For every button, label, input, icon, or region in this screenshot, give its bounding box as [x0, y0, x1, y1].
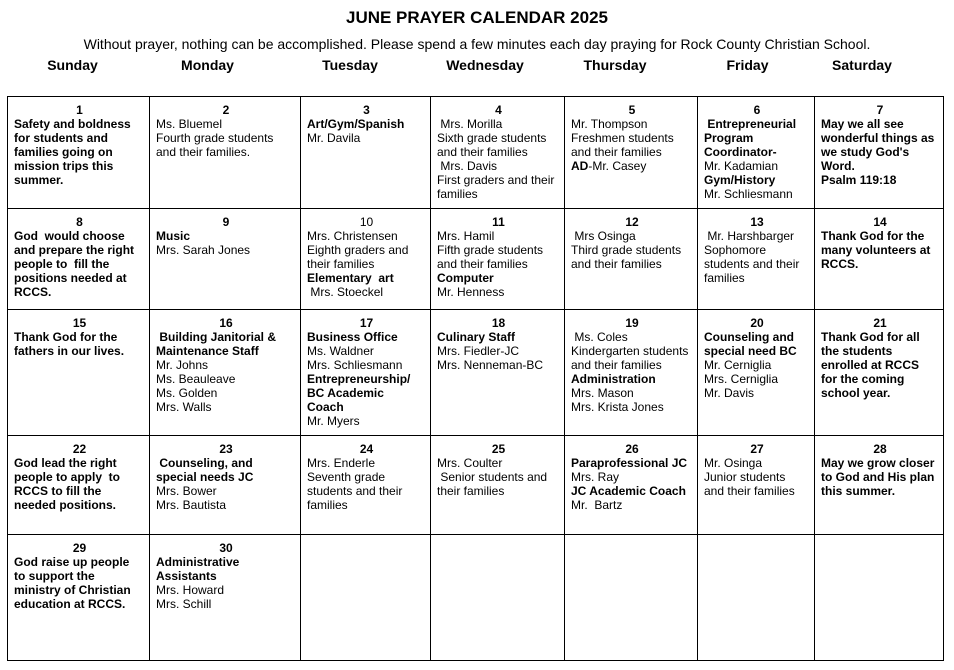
prayer-line: people to apply to: [14, 470, 121, 484]
day-header-friday: Friday: [726, 57, 769, 73]
prayer-line: Mrs. Bower: [156, 484, 217, 498]
prayer-line: Mrs. Enderle: [307, 456, 376, 470]
calendar-day-cell: [431, 97, 565, 209]
prayer-line: enrolled at RCCS: [821, 358, 920, 372]
calendar-day-cell: [150, 97, 301, 209]
calendar-week-row: [8, 436, 944, 535]
calendar-week-row: [8, 535, 944, 661]
prayer-line: Paraprofessional JC: [571, 456, 688, 470]
prayer-line: Gym/History: [704, 173, 776, 187]
prayer-line: Mrs. Krista Jones: [571, 400, 664, 414]
prayer-line: Ms. Waldner: [307, 344, 374, 358]
calendar-week-row: [8, 310, 944, 436]
day-number: 20: [750, 316, 764, 330]
prayer-line: Mrs. Christensen: [307, 229, 398, 243]
prayer-line: BC Academic: [307, 386, 384, 400]
day-header-saturday: Saturday: [832, 57, 892, 73]
prayer-line: RCCS to fill the: [14, 484, 102, 498]
prayer-line: Mrs. Bautista: [156, 498, 227, 512]
calendar-day-cell: [815, 209, 944, 310]
prayer-line: Computer: [437, 271, 494, 285]
calendar-day-cell: [815, 97, 944, 209]
prayer-line: positions needed at: [14, 271, 127, 285]
prayer-line: Art/Gym/Spanish: [307, 117, 405, 131]
calendar-week-row: [8, 209, 944, 310]
prayer-line: Sixth grade students: [437, 131, 547, 145]
prayer-line: Counseling and: [704, 330, 794, 344]
prayer-line: Ms. Coles: [571, 330, 628, 344]
prayer-line: Counseling, and: [156, 456, 253, 470]
prayer-line: and their families: [437, 145, 528, 159]
prayer-line: God would choose: [14, 229, 125, 243]
calendar-day-cell: [301, 310, 431, 436]
prayer-line: Junior students: [704, 470, 786, 484]
calendar-day-cell: [815, 535, 944, 661]
calendar-day-cell: [565, 436, 698, 535]
prayer-line: families going on: [14, 145, 113, 159]
calendar-day-cell: [698, 97, 815, 209]
day-number: 25: [491, 442, 506, 456]
day-number: 13: [750, 215, 764, 229]
calendar-day-cell: [565, 535, 698, 661]
prayer-line: and their families: [571, 358, 662, 372]
page-subtitle: Without prayer, nothing can be accomplished. Please spend a few minutes each day praying for Rock County Christian School.: [83, 36, 871, 52]
prayer-line: and their families: [704, 484, 795, 498]
calendar-day-cell: [431, 535, 565, 661]
prayer-line: education at RCCS.: [14, 597, 126, 611]
calendar-day-cell: [8, 310, 150, 436]
prayer-line: families: [437, 187, 478, 201]
prayer-line: and their families: [571, 257, 662, 271]
day-number: 26: [625, 442, 639, 456]
day-number: 24: [359, 442, 374, 456]
prayer-line: Psalm 119:18: [821, 173, 897, 187]
calendar-day-cell: [150, 535, 301, 661]
day-number: 22: [72, 442, 87, 456]
calendar-day-cell: [431, 310, 565, 436]
prayer-line: Kindergarten students: [571, 344, 689, 358]
prayer-line: Mrs. Schliesmann: [307, 358, 403, 372]
prayer-line: Mr. Schliesmann: [704, 187, 793, 201]
prayer-line: Business Office: [307, 330, 398, 344]
prayer-line: Thank God for the: [14, 330, 118, 344]
calendar-day-cell: [698, 436, 815, 535]
prayer-line: Fifth grade students: [437, 243, 544, 257]
prayer-line: Safety and boldness: [14, 117, 131, 131]
prayer-line: Eighth graders and: [307, 243, 409, 257]
prayer-line: Thank God for all: [821, 330, 920, 344]
prayer-line: Mrs. Walls: [156, 400, 212, 414]
prayer-line: Building Janitorial &: [156, 330, 277, 344]
calendar-day-cell: [815, 310, 944, 436]
prayer-line: special need BC: [704, 344, 797, 358]
prayer-line: Mr. Myers: [307, 414, 360, 428]
prayer-line: Mr. Harshbarger: [704, 229, 795, 243]
prayer-line: Mrs. Sarah Jones: [156, 243, 251, 257]
prayer-line: Freshmen students: [571, 131, 674, 145]
prayer-line: Mr. Bartz: [571, 498, 623, 512]
day-number: 19: [625, 316, 639, 330]
prayer-line: and their families.: [156, 145, 251, 159]
prayer-line: AD-Mr. Casey: [571, 159, 647, 173]
prayer-line: May we all see: [821, 117, 904, 131]
prayer-line: Mrs. Mason: [571, 386, 634, 400]
page-title: JUNE PRAYER CALENDAR 2025: [345, 8, 608, 27]
prayer-line: Mr. Davila: [307, 131, 361, 145]
day-number: 14: [873, 215, 887, 229]
prayer-line: Mr. Thompson: [571, 117, 648, 131]
prayer-line: Mrs. Ray: [571, 470, 619, 484]
day-header-monday: Monday: [181, 57, 234, 73]
prayer-line: Assistants: [156, 569, 217, 583]
calendar-day-cell: [565, 97, 698, 209]
calendar-day-cell: [301, 436, 431, 535]
day-number: 18: [491, 316, 506, 330]
day-number: 11: [492, 215, 505, 229]
calendar-day-cell: [150, 209, 301, 310]
calendar-day-cell: [8, 436, 150, 535]
calendar-day-cell: [815, 436, 944, 535]
prayer-line: Mr. Henness: [437, 285, 505, 299]
prayer-line: summer.: [14, 173, 64, 187]
calendar-day-cell: [565, 310, 698, 436]
day-number: 9: [222, 215, 230, 229]
day-number: 17: [359, 316, 374, 330]
prayer-line: Program: [704, 131, 754, 145]
prayer-line: Mr. Johns: [156, 358, 209, 372]
prayer-line: Mrs. Schill: [156, 597, 212, 611]
day-number: 23: [219, 442, 233, 456]
prayer-line: special needs JC: [156, 470, 254, 484]
prayer-line: First graders and their: [437, 173, 555, 187]
prayer-line: RCCS.: [14, 285, 52, 299]
day-header-thursday: Thursday: [583, 57, 647, 73]
day-number: 27: [750, 442, 764, 456]
prayer-line: Mr. Cerniglia: [704, 358, 772, 372]
prayer-line: Coordinator-: [704, 145, 777, 159]
prayer-line: Word.: [821, 159, 855, 173]
prayer-line: Mr. Osinga: [704, 456, 763, 470]
prayer-line: for students and: [14, 131, 109, 145]
prayer-line: Mrs. Howard: [156, 583, 225, 597]
day-number: 15: [72, 316, 87, 330]
prayer-line: this summer.: [821, 484, 896, 498]
day-number: 30: [219, 541, 233, 555]
prayer-line: and their families: [571, 145, 662, 159]
day-number: 2: [222, 103, 230, 117]
day-number: 6: [753, 103, 761, 117]
prayer-line: their families: [307, 257, 375, 271]
prayer-line: school year.: [821, 386, 891, 400]
day-number: 10: [359, 215, 374, 229]
prayer-line: Mrs. Hamil: [437, 229, 495, 243]
day-number: 16: [219, 316, 233, 330]
prayer-line: families: [307, 498, 348, 512]
prayer-line: Maintenance Staff: [156, 344, 259, 358]
calendar-day-cell: [431, 209, 565, 310]
prayer-line: people to fill the: [14, 257, 110, 271]
prayer-line: Ms. Beauleave: [156, 372, 236, 386]
day-header-sunday: Sunday: [47, 57, 98, 73]
prayer-line: we study God's: [821, 145, 910, 159]
prayer-line: fathers in our lives.: [14, 344, 125, 358]
calendar-day-cell: [8, 97, 150, 209]
prayer-line: Coach: [307, 400, 344, 414]
prayer-line: Fourth grade students: [156, 131, 274, 145]
prayer-line: Seventh grade: [307, 470, 386, 484]
day-number: 3: [363, 103, 370, 117]
prayer-line: for the coming: [821, 372, 905, 386]
calendar-day-cell: [431, 436, 565, 535]
calendar-day-cell: [301, 209, 431, 310]
prayer-line: Mrs. Fiedler-JC: [437, 344, 520, 358]
prayer-line: and prepare the right: [14, 243, 135, 257]
prayer-line: Entrepreneurship/: [307, 372, 411, 386]
day-number: 4: [495, 103, 502, 117]
prayer-line: wonderful things as: [821, 131, 935, 145]
prayer-line: Culinary Staff: [437, 330, 516, 344]
calendar-day-cell: [698, 209, 815, 310]
prayer-line: Mrs. Davis: [437, 159, 498, 173]
prayer-line: their families: [437, 484, 505, 498]
calendar-grid: [7, 96, 944, 661]
prayer-line: Administration: [571, 372, 656, 386]
prayer-line: Mrs. Nenneman-BC: [437, 358, 544, 372]
prayer-line: needed positions.: [14, 498, 117, 512]
prayer-line: Music: [156, 229, 191, 243]
prayer-line: God lead the right: [14, 456, 117, 470]
calendar-day-cell: [8, 209, 150, 310]
prayer-line: RCCS.: [821, 257, 859, 271]
day-number: 28: [873, 442, 887, 456]
prayer-line: Elementary art: [307, 271, 394, 285]
prayer-line: May we grow closer: [821, 456, 935, 470]
day-number: 7: [876, 103, 884, 117]
day-number: 5: [628, 103, 636, 117]
day-number: 1: [76, 103, 83, 117]
prayer-line: Entrepreneurial: [704, 117, 797, 131]
calendar-day-cell: [8, 535, 150, 661]
day-number: 12: [625, 215, 639, 229]
day-header-tuesday: Tuesday: [322, 57, 378, 73]
prayer-line: Mr. Davis: [704, 386, 755, 400]
prayer-line: the students: [821, 344, 893, 358]
day-number: 21: [873, 316, 887, 330]
calendar-week-row: [8, 97, 944, 209]
prayer-line: families: [704, 271, 745, 285]
day-number: 29: [72, 541, 87, 555]
prayer-line: mission trips this: [14, 159, 114, 173]
prayer-line: and their families: [437, 257, 528, 271]
prayer-line: Mrs. Morilla: [437, 117, 503, 131]
prayer-line: Thank God for the: [821, 229, 925, 243]
prayer-line: God raise up people: [14, 555, 130, 569]
calendar-day-cell: [150, 436, 301, 535]
prayer-line: Mrs Osinga: [571, 229, 636, 243]
prayer-line: Mrs. Stoeckel: [307, 285, 384, 299]
calendar-day-cell: [150, 310, 301, 436]
prayer-line: Ms. Bluemel: [156, 117, 223, 131]
day-header-wednesday: Wednesday: [446, 57, 524, 73]
prayer-line: Mr. Kadamian: [704, 159, 779, 173]
prayer-line: Sophomore: [704, 243, 767, 257]
calendar-day-cell: [698, 310, 815, 436]
prayer-line: students and their: [307, 484, 403, 498]
prayer-line: many volunteers at: [821, 243, 931, 257]
prayer-line: to God and His plan: [821, 470, 935, 484]
prayer-line: to support the: [14, 569, 95, 583]
prayer-line: Mrs. Cerniglia: [704, 372, 779, 386]
prayer-line: Senior students and: [437, 470, 548, 484]
prayer-line: Administrative: [156, 555, 240, 569]
day-number: 8: [76, 215, 83, 229]
prayer-line: Third grade students: [571, 243, 682, 257]
calendar-day-cell: [565, 209, 698, 310]
prayer-line: Mrs. Coulter: [437, 456, 503, 470]
calendar-day-cell: [301, 97, 431, 209]
prayer-line: ministry of Christian: [14, 583, 131, 597]
prayer-line: Ms. Golden: [156, 386, 218, 400]
prayer-line: JC Academic Coach: [571, 484, 686, 498]
prayer-line: students and their: [704, 257, 800, 271]
calendar-day-cell: [301, 535, 431, 661]
calendar-day-cell: [698, 535, 815, 661]
